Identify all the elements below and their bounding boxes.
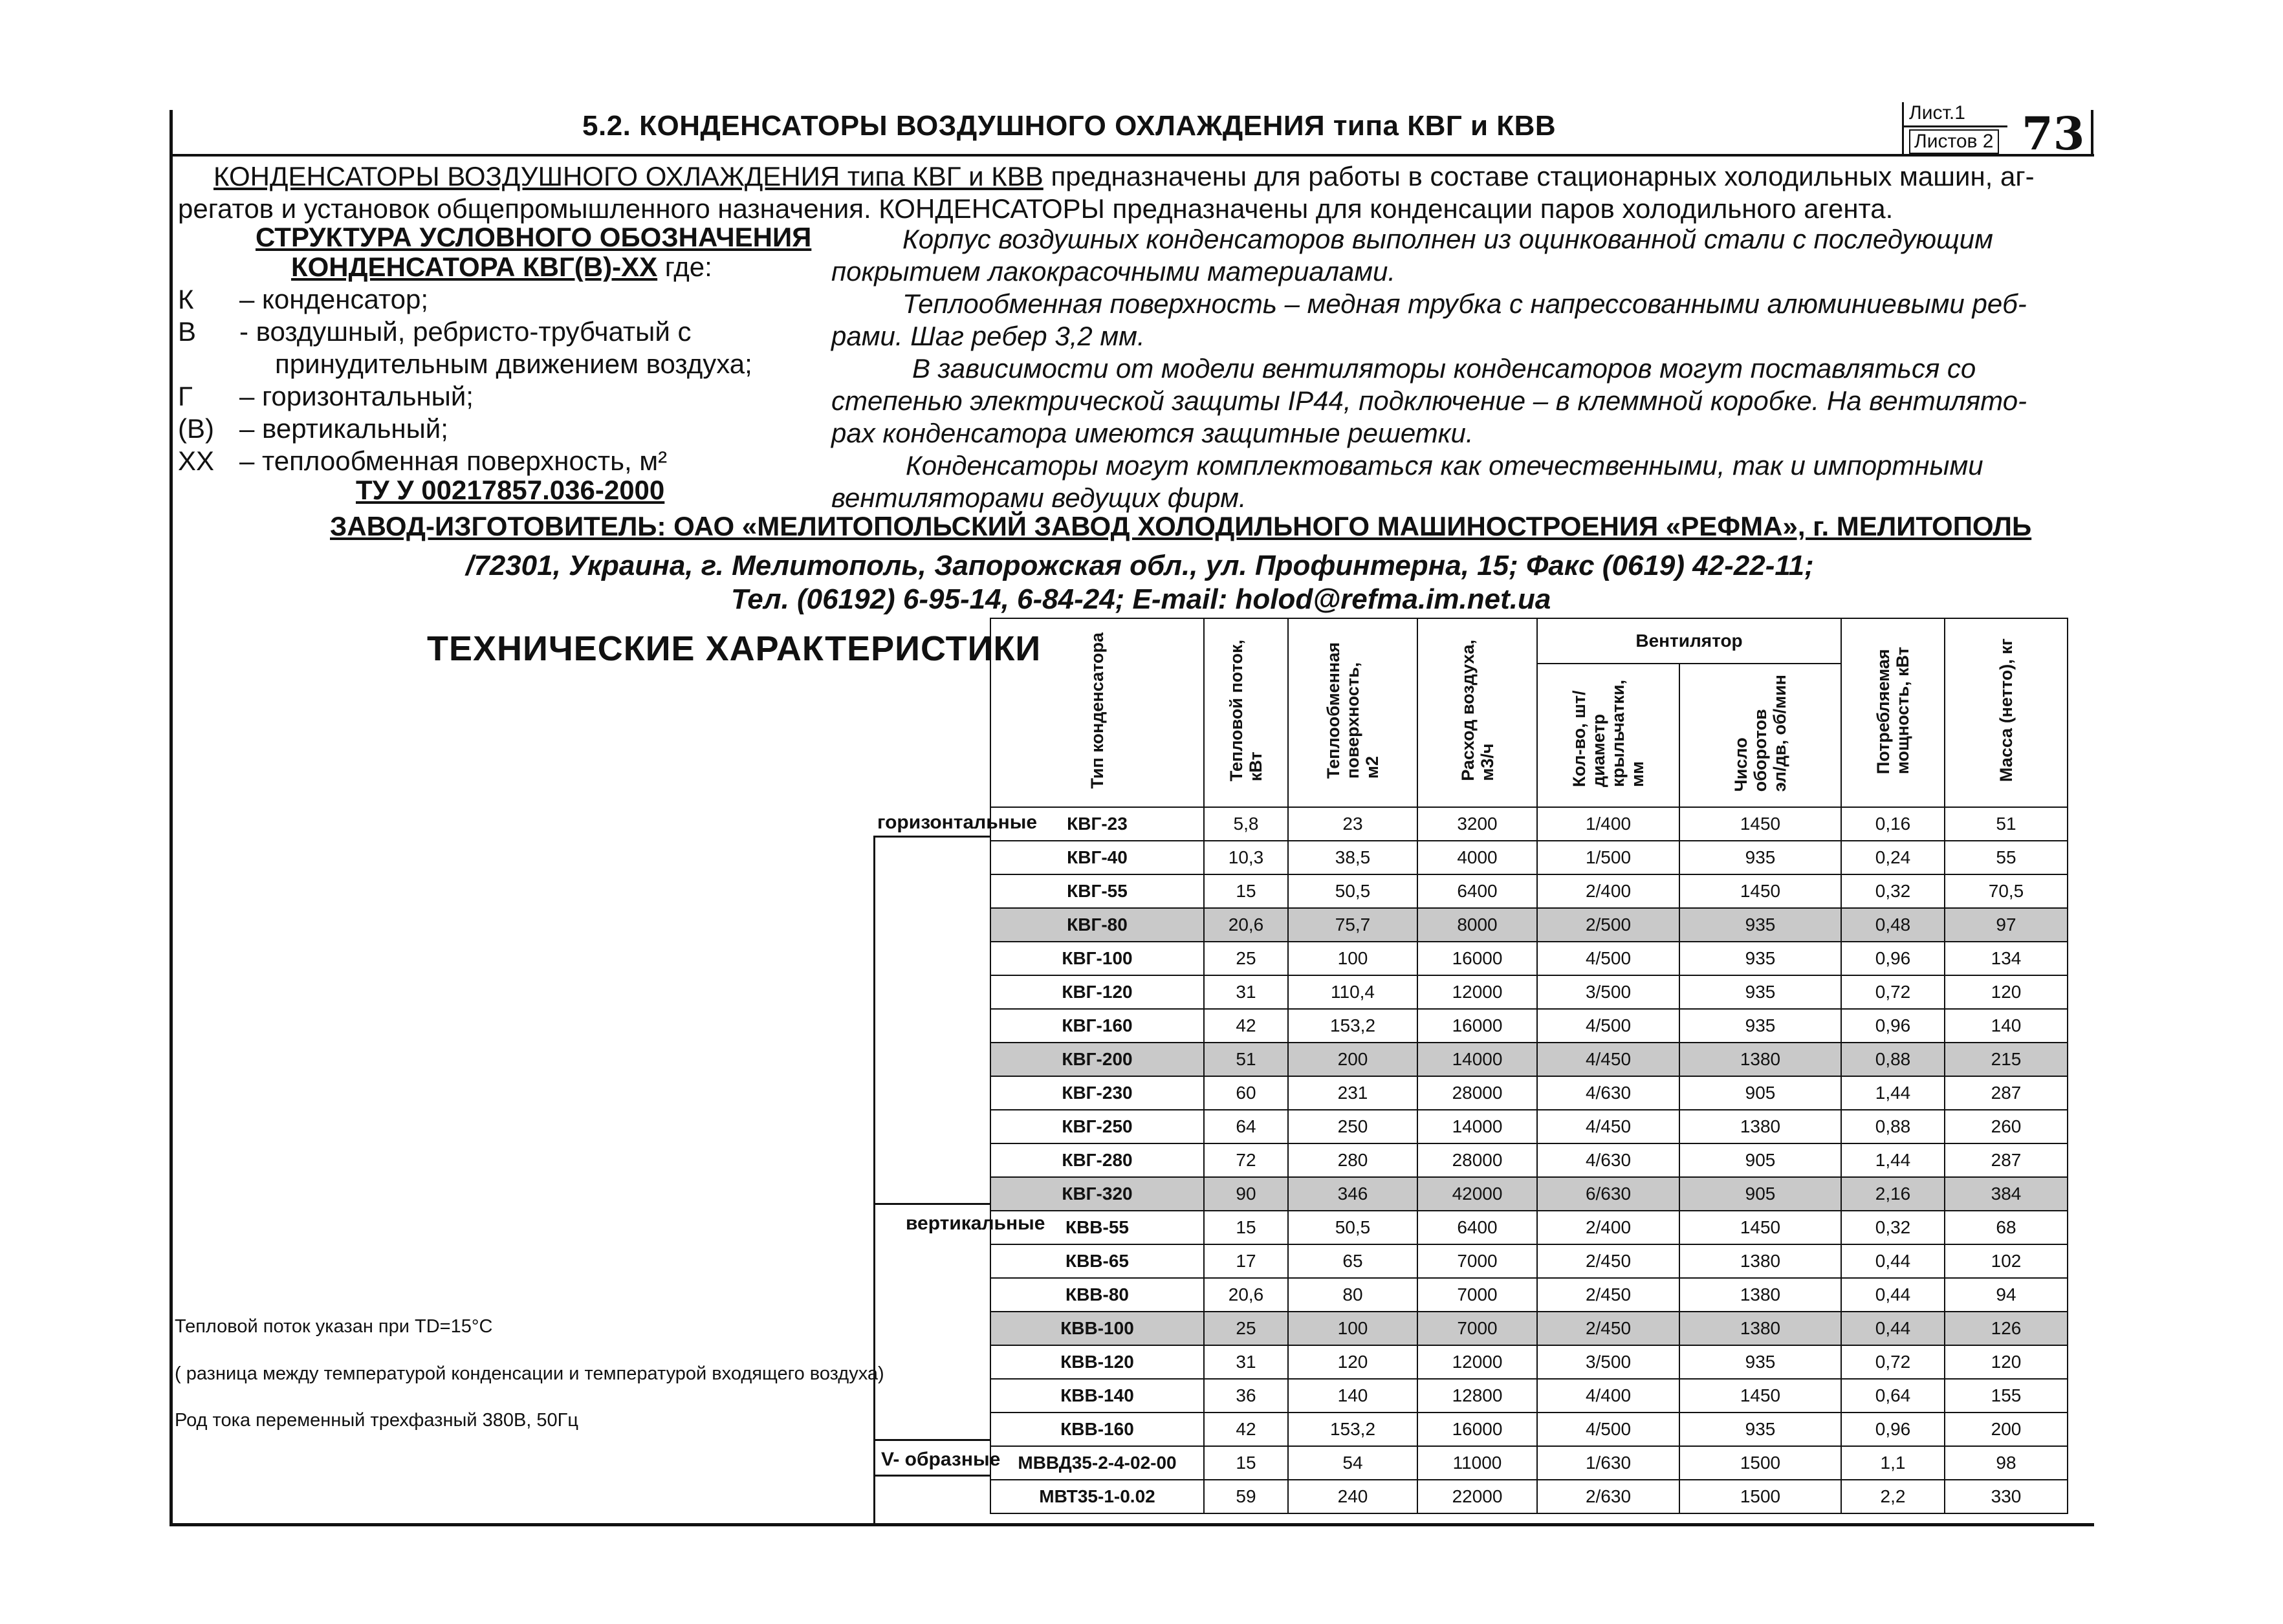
table-cell: 2/400 bbox=[1537, 1211, 1679, 1244]
table-cell: 240 bbox=[1288, 1480, 1417, 1513]
table-cell: 1450 bbox=[1679, 807, 1841, 841]
table-cell: 0,44 bbox=[1841, 1244, 1945, 1278]
intro-line-1 bbox=[213, 160, 2035, 193]
table-row bbox=[990, 807, 2068, 841]
table-cell: 68 bbox=[1945, 1211, 2068, 1244]
table-cell: 134 bbox=[1945, 942, 2068, 975]
table-cell: 22000 bbox=[1417, 1480, 1537, 1513]
header-heat: Тепловой поток, кВт bbox=[1204, 618, 1288, 807]
category-v-shaped: V- образные bbox=[881, 1449, 1001, 1470]
table-cell: 1380 bbox=[1679, 1110, 1841, 1143]
note-heat-flow: Тепловой поток указан при TD=15°C bbox=[175, 1316, 493, 1337]
table-cell: 140 bbox=[1288, 1379, 1417, 1413]
frame-right-rule bbox=[2091, 110, 2093, 157]
cell-model: МВТ35-1-0.02 bbox=[990, 1480, 1204, 1513]
table-row bbox=[990, 841, 2068, 874]
table-cell: 4/400 bbox=[1537, 1379, 1679, 1413]
cell-model: КВВ-55 bbox=[990, 1211, 1204, 1244]
table-cell: 3200 bbox=[1417, 807, 1537, 841]
cell-model: МВВД35-2-4-02-00 bbox=[990, 1446, 1204, 1480]
cell-model: КВВ-100 bbox=[990, 1312, 1204, 1345]
table-row bbox=[990, 1446, 2068, 1480]
table-cell: 1/630 bbox=[1537, 1446, 1679, 1480]
category-separator bbox=[873, 1475, 991, 1477]
table-cell: 54 bbox=[1288, 1446, 1417, 1480]
table-cell: 16000 bbox=[1417, 1009, 1537, 1043]
cell-model: КВГ-200 bbox=[990, 1043, 1204, 1076]
table-cell: 72 bbox=[1204, 1143, 1288, 1177]
table-cell: 20,6 bbox=[1204, 1278, 1288, 1312]
table-cell: 0,64 bbox=[1841, 1379, 1945, 1413]
intro-line-2: регатов и установок общепромышленного назначения. КОНДЕНСАТОРЫ предназначены для конденсации паров холодильного агента. bbox=[178, 193, 1894, 224]
table-cell: 1500 bbox=[1679, 1446, 1841, 1480]
table-cell: 935 bbox=[1679, 1345, 1841, 1379]
header-fan-rpm: Число оборотов эл/дв, об/мин bbox=[1679, 664, 1841, 807]
table-cell: 97 bbox=[1945, 908, 2068, 942]
table-cell: 4/630 bbox=[1537, 1143, 1679, 1177]
structure-title: СТРУКТУРА УСЛОВНОГО ОБОЗНАЧЕНИЯ bbox=[256, 222, 812, 252]
table-cell: 0,24 bbox=[1841, 841, 1945, 874]
sheet-rule bbox=[1904, 125, 2007, 127]
sheet-number-label: Лист.1 bbox=[1909, 102, 1965, 124]
cell-model: КВГ-320 bbox=[990, 1177, 1204, 1211]
table-cell: 10,3 bbox=[1204, 841, 1288, 874]
specs-table bbox=[990, 618, 2068, 1514]
table-cell: 250 bbox=[1288, 1110, 1417, 1143]
table-cell: 6400 bbox=[1417, 1211, 1537, 1244]
legend-item bbox=[178, 445, 752, 477]
table-cell: 50,5 bbox=[1288, 874, 1417, 908]
cell-model: КВВ-160 bbox=[990, 1413, 1204, 1446]
table-cell: 55 bbox=[1945, 841, 2068, 874]
legend-text: – вертикальный; bbox=[239, 413, 448, 444]
note-td-definition: ( разница между температурой конденсации и температурой входящего воздуха) bbox=[175, 1363, 884, 1384]
table-cell: 51 bbox=[1945, 807, 2068, 841]
cell-model: КВВ-120 bbox=[990, 1345, 1204, 1379]
table-cell: 4/500 bbox=[1537, 942, 1679, 975]
table-cell: 215 bbox=[1945, 1043, 2068, 1076]
category-horizontal: горизонтальные bbox=[877, 812, 1038, 833]
table-cell: 935 bbox=[1679, 908, 1841, 942]
table-cell: 1380 bbox=[1679, 1278, 1841, 1312]
structure-subtitle-code: КОНДЕНСАТОРА КВГ(В)-ХХ bbox=[291, 252, 658, 282]
legend-text: – теплообменная поверхность, м² bbox=[239, 446, 668, 476]
table-cell: 280 bbox=[1288, 1143, 1417, 1177]
table-cell: 0,96 bbox=[1841, 1009, 1945, 1043]
cell-model: КВВ-80 bbox=[990, 1278, 1204, 1312]
table-cell: 16000 bbox=[1417, 1413, 1537, 1446]
category-separator bbox=[873, 1439, 991, 1441]
table-cell: 5,8 bbox=[1204, 807, 1288, 841]
table-cell: 935 bbox=[1679, 942, 1841, 975]
table-cell: 2/450 bbox=[1537, 1244, 1679, 1278]
table-cell: 2/450 bbox=[1537, 1278, 1679, 1312]
table-cell: 12000 bbox=[1417, 975, 1537, 1009]
table-cell: 330 bbox=[1945, 1480, 2068, 1513]
table-cell: 7000 bbox=[1417, 1244, 1537, 1278]
manufacturer-name: ЗАВОД-ИЗГОТОВИТЕЛЬ: ОАО «МЕЛИТОПОЛЬСКИЙ ЗАВОД ХОЛОДИЛЬНОГО МАШИНОСТРОЕНИЯ «РЕФМА», г. МЕЛИТОПОЛЬ bbox=[330, 511, 2032, 541]
cell-model: КВГ-40 bbox=[990, 841, 1204, 874]
description-line: Корпус воздушных конденсаторов выполнен из оцинкованной стали с последующим bbox=[902, 224, 1993, 254]
table-cell: 36 bbox=[1204, 1379, 1288, 1413]
legend-key: (В) bbox=[178, 413, 214, 444]
category-separator bbox=[873, 836, 991, 838]
legend-text: – горизонтальный; bbox=[239, 381, 474, 411]
table-cell: 8000 bbox=[1417, 908, 1537, 942]
table-cell: 120 bbox=[1945, 1345, 2068, 1379]
table-cell: 935 bbox=[1679, 975, 1841, 1009]
table-cell: 1500 bbox=[1679, 1480, 1841, 1513]
table-cell: 905 bbox=[1679, 1143, 1841, 1177]
category-vertical: вертикальные bbox=[906, 1213, 1045, 1234]
table-cell: 38,5 bbox=[1288, 841, 1417, 874]
cell-model: КВГ-100 bbox=[990, 942, 1204, 975]
intro-line-1-rest: предназначены для работы в составе стационарных холодильных машин, аг- bbox=[1043, 161, 2035, 191]
description-line: В зависимости от модели вентиляторы конденсаторов могут поставляться со bbox=[912, 353, 1976, 384]
structure-legend bbox=[178, 283, 752, 477]
cell-model: КВВ-65 bbox=[990, 1244, 1204, 1278]
table-cell: 25 bbox=[1204, 942, 1288, 975]
table-cell: 155 bbox=[1945, 1379, 2068, 1413]
table-cell: 14000 bbox=[1417, 1043, 1537, 1076]
description-line: степенью электрической защиты IP44, подключение – в клеммной коробке. На вентилято- bbox=[831, 385, 2027, 416]
cell-model: КВГ-280 bbox=[990, 1143, 1204, 1177]
intro-title: КОНДЕНСАТОРЫ ВОЗДУШНОГО ОХЛАЖДЕНИЯ типа КВГ и КВВ bbox=[213, 161, 1043, 191]
sheets-total-label: Листов 2 bbox=[1909, 129, 1999, 154]
table-cell: 153,2 bbox=[1288, 1009, 1417, 1043]
header-fan-count: Кол-во, шт/ диаметр крыльчатки, мм bbox=[1537, 664, 1679, 807]
table-cell: 2/450 bbox=[1537, 1312, 1679, 1345]
page-title: 5.2. КОНДЕНСАТОРЫ ВОЗДУШНОГО ОХЛАЖДЕНИЯ типа КВГ и КВВ bbox=[582, 110, 1557, 142]
table-row bbox=[990, 874, 2068, 908]
table-row bbox=[990, 1379, 2068, 1413]
legend-key: К bbox=[178, 284, 194, 314]
table-cell: 42 bbox=[1204, 1413, 1288, 1446]
table-cell: 0,72 bbox=[1841, 975, 1945, 1009]
legend-key: ХХ bbox=[178, 446, 215, 476]
table-row bbox=[990, 1413, 2068, 1446]
table-cell: 75,7 bbox=[1288, 908, 1417, 942]
table-cell: 31 bbox=[1204, 975, 1288, 1009]
table-cell: 1/400 bbox=[1537, 807, 1679, 841]
table-row bbox=[990, 1009, 2068, 1043]
table-cell: 90 bbox=[1204, 1177, 1288, 1211]
table-cell: 1/500 bbox=[1537, 841, 1679, 874]
table-cell: 98 bbox=[1945, 1446, 2068, 1480]
header-air: Расход воздуха, м3/ч bbox=[1417, 618, 1537, 807]
table-cell: 1,44 bbox=[1841, 1143, 1945, 1177]
table-cell: 11000 bbox=[1417, 1446, 1537, 1480]
table-cell: 140 bbox=[1945, 1009, 2068, 1043]
legend-key: В bbox=[178, 316, 197, 347]
table-cell: 42 bbox=[1204, 1009, 1288, 1043]
table-cell: 94 bbox=[1945, 1278, 2068, 1312]
table-cell: 60 bbox=[1204, 1076, 1288, 1110]
table-cell: 0,88 bbox=[1841, 1043, 1945, 1076]
table-cell: 65 bbox=[1288, 1244, 1417, 1278]
table-cell: 0,32 bbox=[1841, 874, 1945, 908]
table-cell: 3/500 bbox=[1537, 975, 1679, 1009]
table-cell: 70,5 bbox=[1945, 874, 2068, 908]
table-row bbox=[990, 1312, 2068, 1345]
table-row bbox=[990, 1143, 2068, 1177]
table-row bbox=[990, 1244, 2068, 1278]
table-cell: 384 bbox=[1945, 1177, 2068, 1211]
table-cell: 15 bbox=[1204, 1446, 1288, 1480]
table-cell: 51 bbox=[1204, 1043, 1288, 1076]
legend-text: - воздушный, ребристо-трубчатый с bbox=[239, 316, 692, 347]
table-row bbox=[990, 975, 2068, 1009]
cell-model: КВГ-160 bbox=[990, 1009, 1204, 1043]
cell-model: КВВ-140 bbox=[990, 1379, 1204, 1413]
table-cell: 2,16 bbox=[1841, 1177, 1945, 1211]
table-cell: 1380 bbox=[1679, 1043, 1841, 1076]
structure-subtitle-rest: где: bbox=[657, 252, 712, 282]
table-cell: 15 bbox=[1204, 874, 1288, 908]
table-cell: 17 bbox=[1204, 1244, 1288, 1278]
legend-item bbox=[178, 316, 752, 348]
legend-item bbox=[178, 413, 752, 445]
description-line: Теплообменная поверхность – медная трубка с напрессованными алюминиевыми реб- bbox=[902, 288, 2027, 319]
legend-text: – конденсатор; bbox=[239, 284, 429, 314]
legend-item bbox=[178, 380, 752, 413]
table-cell: 120 bbox=[1288, 1345, 1417, 1379]
cell-model: КВГ-55 bbox=[990, 874, 1204, 908]
table-row bbox=[990, 1110, 2068, 1143]
header-mass: Масса (нетто), кг bbox=[1945, 618, 2068, 807]
table-cell: 0,16 bbox=[1841, 807, 1945, 841]
table-cell: 287 bbox=[1945, 1143, 2068, 1177]
table-cell: 0,96 bbox=[1841, 942, 1945, 975]
structure-subtitle bbox=[291, 251, 712, 283]
frame-bottom-rule bbox=[169, 1523, 2094, 1526]
legend-item bbox=[178, 348, 752, 380]
legend-text: принудительным движением воздуха; bbox=[275, 349, 752, 379]
table-cell: 4/630 bbox=[1537, 1076, 1679, 1110]
table-cell: 80 bbox=[1288, 1278, 1417, 1312]
manufacturer-contacts: Тел. (06192) 6-95-14, 6-84-24; E-mail: holod@refma.im.net.ua bbox=[731, 583, 1551, 615]
header-type: Тип конденсатора bbox=[990, 618, 1204, 807]
cell-model: КВГ-80 bbox=[990, 908, 1204, 942]
table-cell: 4/450 bbox=[1537, 1043, 1679, 1076]
table-cell: 4/450 bbox=[1537, 1110, 1679, 1143]
category-column-rule bbox=[873, 836, 875, 1523]
tu-code: ТУ У 00217857.036-2000 bbox=[356, 475, 665, 505]
table-cell: 102 bbox=[1945, 1244, 2068, 1278]
cell-model: КВГ-23 bbox=[990, 807, 1204, 841]
table-cell: 0,96 bbox=[1841, 1413, 1945, 1446]
description-line: вентиляторами ведущих фирм. bbox=[831, 482, 1247, 513]
table-cell: 2/500 bbox=[1537, 908, 1679, 942]
table-cell: 4/500 bbox=[1537, 1009, 1679, 1043]
legend-item bbox=[178, 283, 752, 316]
table-cell: 126 bbox=[1945, 1312, 2068, 1345]
table-cell: 0,72 bbox=[1841, 1345, 1945, 1379]
table-row bbox=[990, 1211, 2068, 1244]
table-cell: 7000 bbox=[1417, 1278, 1537, 1312]
table-cell: 200 bbox=[1288, 1043, 1417, 1076]
table-cell: 3/500 bbox=[1537, 1345, 1679, 1379]
table-cell: 100 bbox=[1288, 1312, 1417, 1345]
table-cell: 2/630 bbox=[1537, 1480, 1679, 1513]
note-power-supply: Род тока переменный трехфазный 380В, 50Гц bbox=[175, 1410, 578, 1431]
table-cell: 905 bbox=[1679, 1076, 1841, 1110]
specs-table-body bbox=[990, 807, 2068, 1513]
table-cell: 935 bbox=[1679, 1413, 1841, 1446]
description-line: покрытием лакокрасочными материалами. bbox=[831, 256, 1396, 287]
table-cell: 4000 bbox=[1417, 841, 1537, 874]
table-cell: 346 bbox=[1288, 1177, 1417, 1211]
frame-left-rule bbox=[169, 110, 173, 1526]
table-cell: 28000 bbox=[1417, 1076, 1537, 1110]
handwritten-page-number: 73 bbox=[2022, 107, 2085, 160]
table-cell: 31 bbox=[1204, 1345, 1288, 1379]
table-cell: 153,2 bbox=[1288, 1413, 1417, 1446]
table-cell: 15 bbox=[1204, 1211, 1288, 1244]
table-cell: 287 bbox=[1945, 1076, 2068, 1110]
table-cell: 100 bbox=[1288, 942, 1417, 975]
table-cell: 200 bbox=[1945, 1413, 2068, 1446]
description-line: рах конденсатора имеются защитные решетки. bbox=[831, 418, 1474, 448]
table-row bbox=[990, 1076, 2068, 1110]
table-cell: 260 bbox=[1945, 1110, 2068, 1143]
table-cell: 4/500 bbox=[1537, 1413, 1679, 1446]
manufacturer-address: /72301, Украина, г. Мелитополь, Запорожская обл., ул. Профинтерна, 15; Факс (0619) 42-22-11; bbox=[466, 550, 1814, 581]
table-cell: 231 bbox=[1288, 1076, 1417, 1110]
sheet-info bbox=[1902, 102, 2014, 154]
table-cell: 1450 bbox=[1679, 1211, 1841, 1244]
table-cell: 1,44 bbox=[1841, 1076, 1945, 1110]
table-cell: 28000 bbox=[1417, 1143, 1537, 1177]
table-cell: 50,5 bbox=[1288, 1211, 1417, 1244]
table-cell: 120 bbox=[1945, 975, 2068, 1009]
table-cell: 905 bbox=[1679, 1177, 1841, 1211]
cell-model: КВГ-230 bbox=[990, 1076, 1204, 1110]
table-cell: 59 bbox=[1204, 1480, 1288, 1513]
table-cell: 42000 bbox=[1417, 1177, 1537, 1211]
category-separator bbox=[873, 1203, 991, 1205]
table-cell: 1,1 bbox=[1841, 1446, 1945, 1480]
table-cell: 12800 bbox=[1417, 1379, 1537, 1413]
table-cell: 0,44 bbox=[1841, 1312, 1945, 1345]
table-row bbox=[990, 1177, 2068, 1211]
table-cell: 64 bbox=[1204, 1110, 1288, 1143]
legend-key: Г bbox=[178, 381, 193, 411]
table-row bbox=[990, 1345, 2068, 1379]
table-row bbox=[990, 1480, 2068, 1513]
table-cell: 1380 bbox=[1679, 1312, 1841, 1345]
table-cell: 25 bbox=[1204, 1312, 1288, 1345]
table-cell: 16000 bbox=[1417, 942, 1537, 975]
cell-model: КВГ-120 bbox=[990, 975, 1204, 1009]
frame-top-rule bbox=[169, 154, 2094, 157]
table-cell: 12000 bbox=[1417, 1345, 1537, 1379]
table-cell: 14000 bbox=[1417, 1110, 1537, 1143]
table-cell: 0,88 bbox=[1841, 1110, 1945, 1143]
table-cell: 6400 bbox=[1417, 874, 1537, 908]
table-cell: 23 bbox=[1288, 807, 1417, 841]
cell-model: КВГ-250 bbox=[990, 1110, 1204, 1143]
table-cell: 2/400 bbox=[1537, 874, 1679, 908]
tech-specs-title: ТЕХНИЧЕСКИЕ ХАРАКТЕРИСТИКИ bbox=[427, 629, 1042, 668]
header-surface: Теплообменная поверхность, м2 bbox=[1288, 618, 1417, 807]
header-power: Потребляемая мощность, кВт bbox=[1841, 618, 1945, 807]
table-row bbox=[990, 942, 2068, 975]
table-cell: 1450 bbox=[1679, 874, 1841, 908]
table-cell: 935 bbox=[1679, 841, 1841, 874]
table-row bbox=[990, 1043, 2068, 1076]
header-fan-group: Вентилятор bbox=[1537, 618, 1841, 664]
table-header-row bbox=[990, 618, 2068, 664]
description-line: Конденсаторы могут комплектоваться как отечественными, так и импортными bbox=[906, 450, 1983, 481]
table-cell: 1380 bbox=[1679, 1244, 1841, 1278]
table-row bbox=[990, 908, 2068, 942]
table-cell: 110,4 bbox=[1288, 975, 1417, 1009]
table-row bbox=[990, 1278, 2068, 1312]
table-cell: 0,44 bbox=[1841, 1278, 1945, 1312]
table-cell: 0,48 bbox=[1841, 908, 1945, 942]
table-cell: 2,2 bbox=[1841, 1480, 1945, 1513]
description-line: рами. Шаг ребер 3,2 мм. bbox=[831, 321, 1145, 351]
table-cell: 1450 bbox=[1679, 1379, 1841, 1413]
table-cell: 6/630 bbox=[1537, 1177, 1679, 1211]
table-cell: 7000 bbox=[1417, 1312, 1537, 1345]
table-cell: 935 bbox=[1679, 1009, 1841, 1043]
table-cell: 0,32 bbox=[1841, 1211, 1945, 1244]
table-cell: 20,6 bbox=[1204, 908, 1288, 942]
